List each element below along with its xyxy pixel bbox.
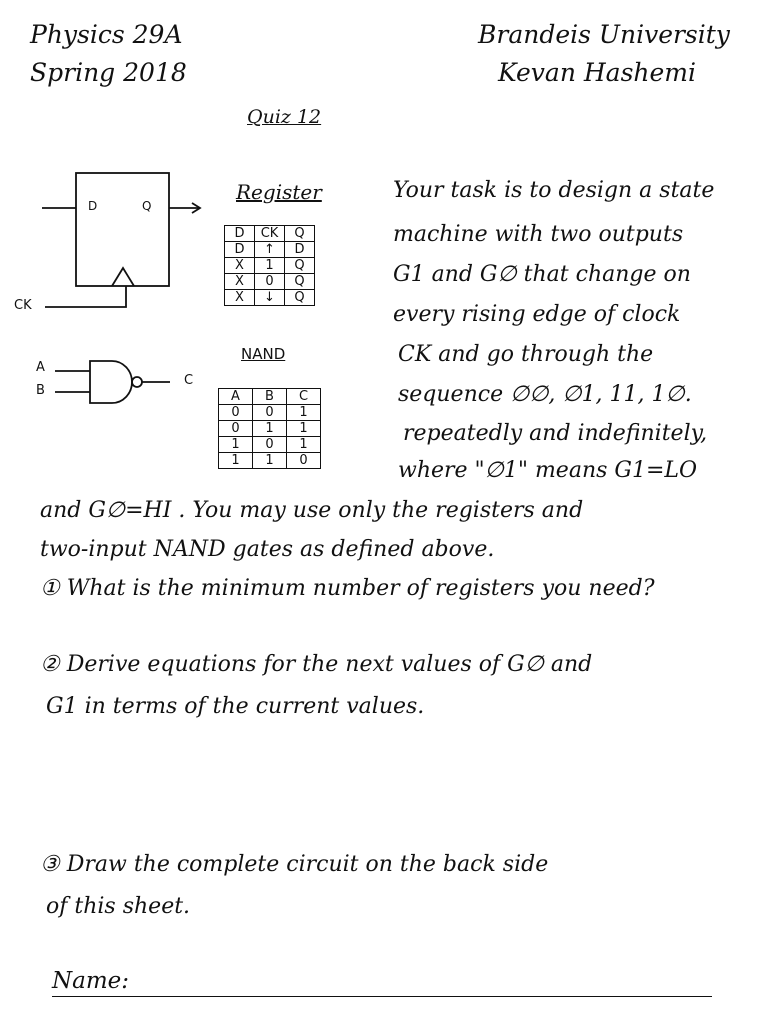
table-row [225, 274, 315, 290]
table-cell: X [225, 290, 255, 306]
register-d-label: D [88, 199, 98, 213]
table-cell: X [225, 274, 255, 290]
nand-gate-body [90, 361, 132, 403]
table-cell: Q [285, 290, 315, 306]
table-cell: Q [285, 274, 315, 290]
register-truth-table [224, 225, 315, 306]
table-row [225, 290, 315, 306]
table-header-cell: C [287, 389, 321, 405]
task-line: sequence ∅∅, ∅1, 11, 1∅. [398, 382, 692, 407]
question-1 [40, 576, 655, 601]
table-row [219, 453, 321, 469]
table-header-cell: D [225, 226, 255, 242]
table-cell: D [225, 242, 255, 258]
table-row [225, 242, 315, 258]
name-underline[interactable] [52, 996, 712, 997]
table-cell: ↓ [255, 290, 285, 306]
task-line: CK and go through the [398, 342, 654, 367]
nand-input-b-label: B [36, 383, 45, 398]
table-cell: 1 [287, 405, 321, 421]
question-2-continuation: G1 in terms of the current values. [46, 694, 425, 719]
table-cell: 1 [219, 453, 253, 469]
table-header-cell: B [253, 389, 287, 405]
university-name: Brandeis University [478, 20, 730, 49]
question-text: Draw the complete circuit on the back side [66, 852, 549, 877]
question-text: What is the minimum number of registers you need? [66, 576, 655, 601]
register-clock-wire [45, 286, 126, 307]
instructor-name: Kevan Hashemi [498, 58, 697, 87]
table-cell: 1 [219, 437, 253, 453]
nand-truth-table [218, 388, 321, 469]
table-cell: Q [285, 258, 315, 274]
course-title: Physics 29A [30, 20, 183, 49]
table-cell: ↑ [255, 242, 285, 258]
table-header-cell: A [219, 389, 253, 405]
table-header-row [219, 389, 321, 405]
table-header-row [225, 226, 315, 242]
register-table-title: Register [236, 180, 322, 204]
table-cell: X [225, 258, 255, 274]
table-cell: 0 [253, 437, 287, 453]
register-symbol [42, 173, 200, 307]
table-header-cell: Q [285, 226, 315, 242]
register-clock-triangle [112, 268, 134, 286]
term-label: Spring 2018 [30, 58, 187, 87]
table-cell: 0 [219, 405, 253, 421]
nand-table-title: NAND [241, 345, 286, 363]
question-3 [40, 852, 548, 877]
task-line: G1 and G∅ that change on [393, 262, 691, 287]
question-text: Derive equations for the next values of G∅ and [66, 652, 593, 677]
nand-gate-symbol [55, 361, 170, 403]
task-line: every rising edge of clock [393, 302, 681, 327]
nand-inversion-bubble [132, 377, 142, 387]
table-row [225, 258, 315, 274]
task-continuation-line: and G∅=HI . You may use only the registers and [40, 498, 584, 523]
clock-label: CK [14, 298, 32, 313]
quiz-title: Quiz 12 [247, 106, 322, 128]
register-q-label: Q [142, 199, 152, 213]
table-row [219, 421, 321, 437]
question-3-continuation: of this sheet. [46, 894, 191, 919]
question-number: ③ [40, 852, 60, 877]
task-continuation-line: two-input NAND gates as defined above. [40, 537, 495, 562]
task-line: where "∅1" means G1=LO [398, 458, 698, 483]
table-cell: 0 [255, 274, 285, 290]
task-line: Your task is to design a state [393, 178, 715, 203]
task-line: machine with two outputs [393, 222, 684, 247]
table-cell: 1 [253, 453, 287, 469]
table-cell: 0 [253, 405, 287, 421]
table-cell: 1 [253, 421, 287, 437]
question-number: ② [40, 652, 60, 677]
table-header-cell: CK [255, 226, 285, 242]
table-cell: 1 [287, 437, 321, 453]
table-cell: 1 [255, 258, 285, 274]
table-cell: 0 [287, 453, 321, 469]
table-cell: 1 [287, 421, 321, 437]
table-row [219, 405, 321, 421]
table-cell: D [285, 242, 315, 258]
nand-output-label: C [184, 373, 194, 388]
task-line: repeatedly and indefinitely, [403, 421, 708, 446]
name-label: Name: [52, 968, 130, 994]
question-number: ① [40, 576, 60, 601]
question-2 [40, 652, 592, 677]
nand-input-a-label: A [36, 360, 45, 375]
table-row [219, 437, 321, 453]
table-cell: 0 [219, 421, 253, 437]
